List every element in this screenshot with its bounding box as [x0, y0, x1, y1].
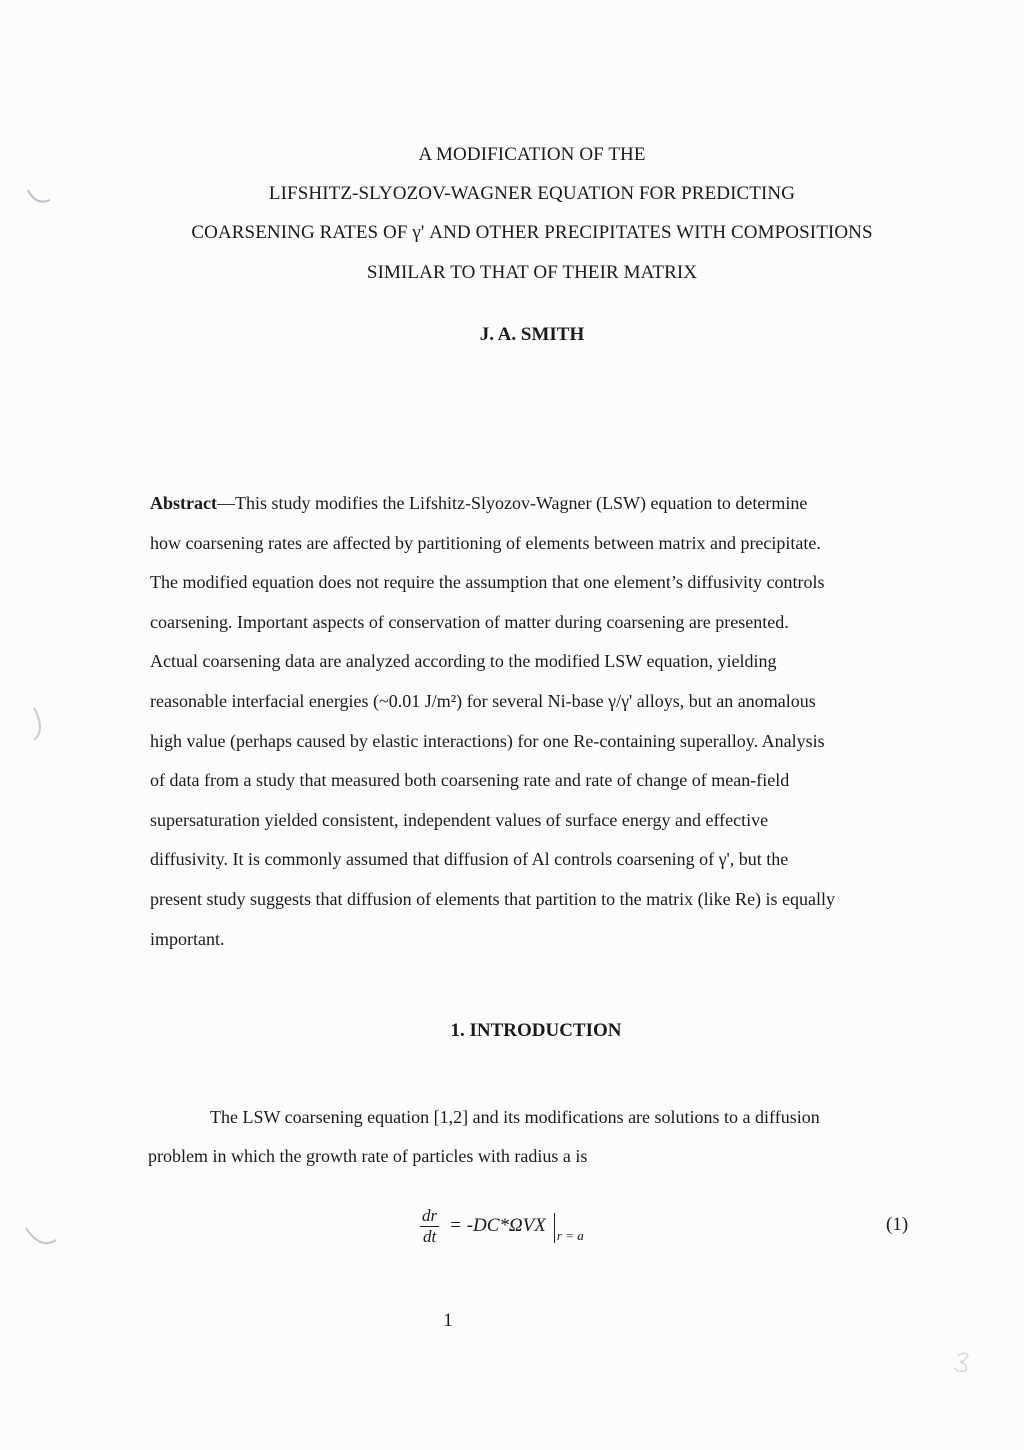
title-line-2: LIFSHITZ-SLYOZOV-WAGNER EQUATION FOR PREDICTING [268, 183, 796, 204]
fraction-numerator: dr [422, 1205, 438, 1225]
equation-number: (1) [886, 1214, 909, 1235]
abstract-text-line-10: diffusivity. It is commonly assumed that diffusion of Al controls coarsening of γ', but the [150, 849, 789, 870]
abstract-text-line-9: supersaturation yielded consistent, independent values of surface energy and effective [150, 809, 769, 830]
section-heading-introduction: 1. INTRODUCTION [450, 1020, 622, 1041]
equation-1 [420, 1196, 584, 1256]
evaluation-subscript: r = a [556, 1228, 584, 1243]
abstract-text-line-7: high value (perhaps caused by elastic interactions) for one Re-containing superalloy. Analysis [150, 730, 825, 751]
abstract-block [150, 484, 910, 959]
abstract-text-line-6: reasonable interfacial energies (~0.01 J/m²) for several Ni-base γ/γ' alloys, but an anomalous [150, 690, 816, 711]
abstract-text-line-1: —This study modifies the Lifshitz-Slyozov-Wagner (LSW) equation to determine [216, 493, 808, 513]
abstract-text-line-11: present study suggests that diffusion of elements that partition to the matrix (like Re) is equally [150, 888, 836, 909]
intro-line-2: problem in which the growth rate of particles with radius a is [148, 1146, 588, 1166]
abstract-text-line-5: Actual coarsening data are analyzed according to the modified LSW equation, yielding [150, 651, 777, 672]
title-line-3: COARSENING RATES OF γ' AND OTHER PRECIPITATES WITH COMPOSITIONS [191, 222, 873, 243]
page-number: 1 [443, 1310, 453, 1331]
abstract-text-line-2: how coarsening rates are affected by partitioning of elements between matrix and precipitate. [150, 532, 821, 553]
abstract-text-line-3: The modified equation does not require the assumption that one element’s diffusivity controls [150, 572, 825, 593]
abstract-text-line-8: of data from a study that measured both coarsening rate and rate of change of mean-field [150, 770, 790, 791]
introduction-paragraph [148, 1098, 908, 1176]
abstract-text-line-12: important. [150, 928, 225, 949]
title-line-4: SIMILAR TO THAT OF THEIR MATRIX [366, 262, 698, 283]
fraction-denominator: dt [422, 1226, 437, 1246]
equation-fraction [420, 1206, 439, 1247]
title-line-1: A MODIFICATION OF THE [418, 144, 646, 165]
evaluation-bar [554, 1213, 555, 1243]
equation-rhs: = -DC*ΩVX [449, 1215, 546, 1236]
abstract-line [150, 484, 910, 524]
author-name: J. A. SMITH [479, 324, 585, 345]
intro-line-1: The LSW coarsening equation [1,2] and its modifications are solutions to a diffusion [210, 1107, 820, 1127]
abstract-label: Abstract [150, 493, 217, 513]
abstract-text-line-4: coarsening. Important aspects of conservation of matter during coarsening are presented. [150, 611, 789, 632]
